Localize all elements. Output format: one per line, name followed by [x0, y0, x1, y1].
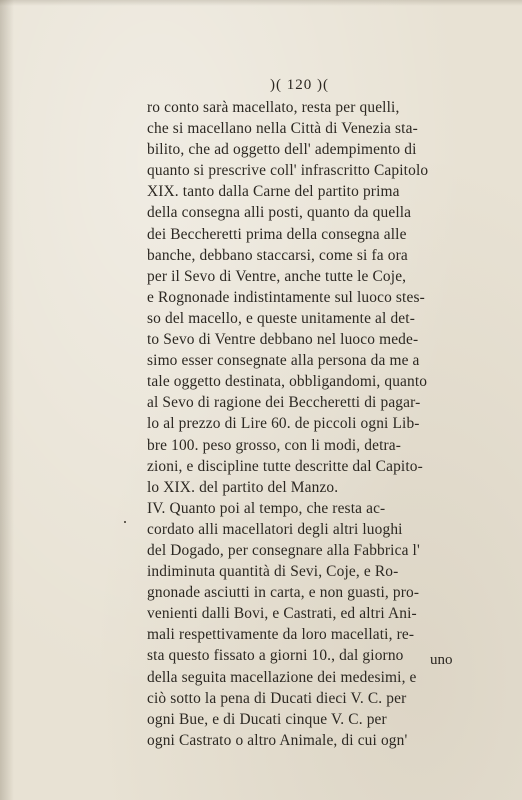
page-number-header: )( 120 )( [270, 77, 329, 93]
text-line: bilito, che ad oggetto dell' adempimento di [147, 141, 417, 159]
text-line: to Sevo di Ventre debbano nel luoco mede- [147, 331, 419, 349]
text-line: zioni, e discipline tutte descritte dal Capito- [147, 457, 423, 475]
text-line: indiminuta quantità di Sevi, Coje, e Ro- [147, 563, 399, 581]
page-gutter-shadow [0, 0, 14, 800]
text-line: del Dogado, per consegnare alla Fabbrica l' [147, 541, 420, 559]
ink-speck [124, 521, 126, 523]
text-line: venienti dalli Bovi, e Castrati, ed altri Ani- [147, 605, 417, 623]
text-line: della seguita macellazione dei medesimi, e [147, 668, 417, 686]
page-top-shadow [0, 0, 522, 6]
text-line: tale oggetto destinata, obbligandomi, quanto [147, 373, 428, 391]
text-line: gnonade asciutti in carta, e non guasti, pro- [147, 584, 420, 602]
text-line: per il Sevo di Ventre, anche tutte le Coje, [147, 267, 407, 285]
text-line: della consegna alli posti, quanto da quella [147, 204, 412, 222]
text-line: ciò sotto la pena di Ducati dieci V. C. per [147, 689, 407, 707]
text-line: ro conto sarà macellato, resta per quelli, [147, 99, 400, 116]
text-line: lo XIX. del partito del Manzo. [147, 478, 339, 496]
text-line: e Rognonade indistintamente sul luoco stes- [147, 288, 425, 306]
text-line: so del macello, e queste unitamente al det- [147, 309, 415, 327]
text-line: cordato alli macellatori degli altri luoghi [147, 520, 403, 538]
text-line: sta questo fissato a giorni 10., dal giorno [147, 647, 404, 665]
text-line: ogni Castrato o altro Animale, di cui ogn' [147, 731, 408, 749]
text-line: ogni Bue, e di Ducati cinque V. C. per [147, 710, 387, 728]
text-line: che si macellano nella Città di Venezia sta- [147, 120, 418, 138]
text-line: mali respettivamente da loro macellati, re- [147, 626, 415, 644]
text-line: banche, debbano staccarsi, come si fa ora [147, 246, 408, 264]
text-line: dei Beccheretti prima della consegna alle [147, 225, 407, 243]
text-line: simo esser consegnate alla persona da me a [147, 352, 420, 370]
body-text [147, 97, 477, 751]
text-line: XIX. tanto dalla Carne del partito prima [147, 183, 400, 201]
catchword: uno [430, 652, 453, 668]
text-line: quanto si prescrive coll' infrascritto Capitolo [147, 162, 429, 180]
text-line: lo al prezzo di Lire 60. de piccoli ogni Lib- [147, 415, 420, 433]
text-line: al Sevo di ragione dei Beccheretti di pagar- [147, 394, 421, 412]
text-line: IV. Quanto poi al tempo, che resta ac- [147, 499, 386, 517]
text-line: bre 100. peso grosso, con li modi, detra- [147, 436, 402, 454]
